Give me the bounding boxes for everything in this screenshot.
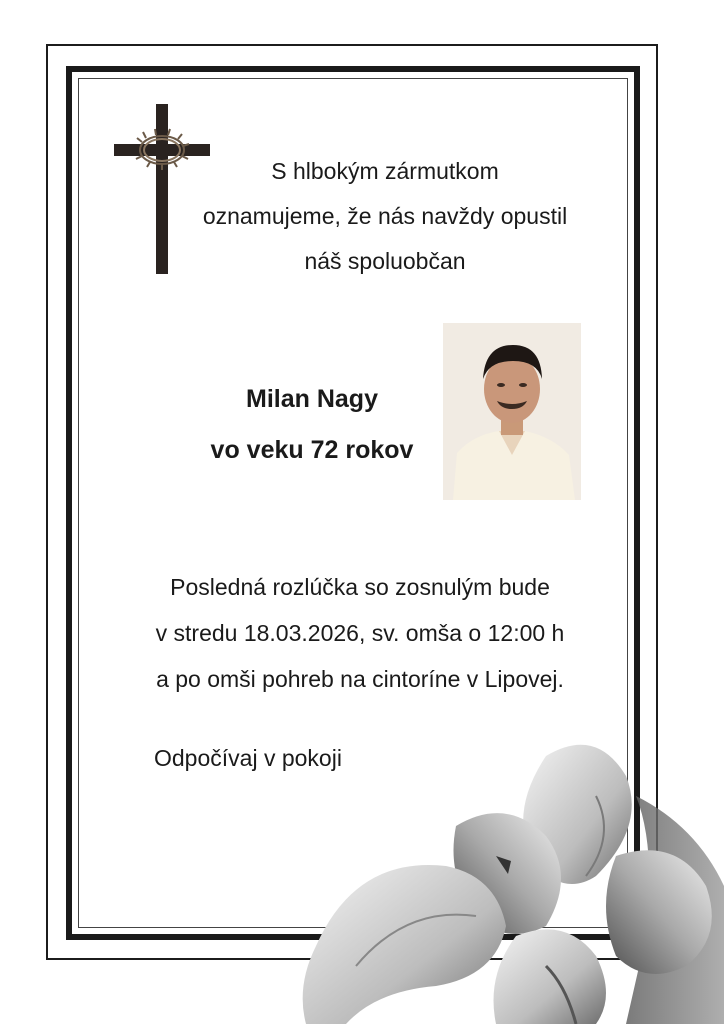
intro-line-2: oznamujeme, že nás navždy opustil (202, 203, 568, 229)
ceremony-line-1: Posledná rozlúčka so zosnulým bude (170, 574, 550, 600)
deceased-age: vo veku 72 rokov (210, 436, 414, 464)
closing-line: Odpočívaj v pokoji (154, 745, 342, 771)
intro-line-3: náš spoluobčan (304, 248, 466, 274)
ceremony-line-2: v stredu 18.03.2026, sv. omša o 12:00 h (155, 620, 565, 646)
deceased-portrait-photo (443, 323, 581, 500)
intro-line-1: S hlbokým zármutkom (271, 158, 499, 184)
calla-lily-flowers-icon (296, 736, 724, 1024)
cross-with-thorn-crown-icon (110, 100, 214, 278)
ceremony-line-3: a po omši pohreb na cintoríne v Lipovej. (156, 666, 564, 692)
deceased-name: Milan Nagy (246, 385, 378, 413)
